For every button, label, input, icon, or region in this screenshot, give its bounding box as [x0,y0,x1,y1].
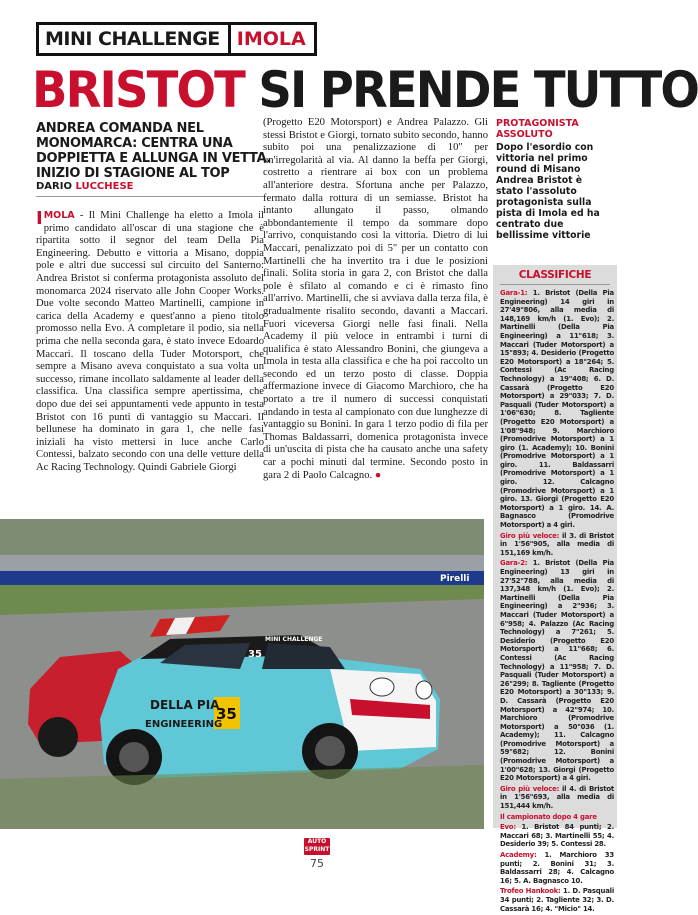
roof-number: 35 [248,649,262,660]
championship-heading: Il campionato dopo 4 gare [500,812,597,821]
headlight-left [370,678,394,696]
race-2-fastest-lap [500,785,614,811]
sponsor-line-1: DELLA PIA [150,698,220,712]
headline-rest: SI PRENDE TUTTO [243,61,698,119]
evo-text: 1. Bristot 84 punti; 2. Maccari 68; 3. Martinelli 55; 4. Desiderio 39; 5. Contessi 28. [500,823,614,849]
race-photo [0,519,484,829]
kicker: MOLA [43,210,75,221]
race-1-results [500,289,614,530]
article-column-1 [36,210,264,474]
standfirst: ANDREA COMANDA NEL MONOMARCA: CENTRA UNA DOPPIETTA E ALLUNGA IN VETTA. INIZIO DI STAGIONE AL TOP [36,121,272,181]
standings-evo [500,823,614,849]
hankook-label: Trofeo Hankook: [500,887,561,896]
circuit-label: IMOLA [236,28,306,50]
advertising-board [0,571,484,585]
race-2-label: Gara-2: [500,559,528,568]
race-1-text: 1. Bristot (Della Pia Engineering) 14 giri in 27'49"806, alla media di 148,169 km/h (1. Evo); 2. Martinelli (Della Pia Engineering) a 11"618; 3. Maccari (Tuder Motorsport) a 15"893; 4. Desiderio (Progetto E20 Motorsport) a 18"264; 5. Contessi (Ac Racing Technology) a 19"408; 6. D. Cassarà (Progetto E20 Motorsport) a 29"033; 7. D. Pasquali (Tuder Motorsport) a 1'06"630; 8. Tagliente (Progetto E20 Motorsport) a 1'08"948; 9. Marchioro (Promodrive Motorsport) a 1 giro (1. Academy); 10. Bonini (Promodrive Motorsport) a 1 giro. 11. Baldassarri (Promodrive Motorsport) a 1 giro. 12. Calcagno (Promodrive Motorsport) a 1 giro. 13. Giorgi (Progetto E20 Motorsport) a 1 giro. 14. A. Bagnasco (Promodrive Motorsport) a 4 giri. [500,289,614,530]
byline-divider [36,196,266,197]
race-2-fastest-text: il 4. di Bristot in 1'56"693, alla media di 151,444 km/h. [500,784,614,811]
logo-bottom: SPRINT [304,846,330,853]
windscreen-banner: MINI CHALLENGE [265,636,323,643]
board-text: Pirelli [440,574,470,584]
caption-title: PROTAGONISTA ASSOLUTO [496,118,579,140]
results-title: CLASSIFICHE [518,269,592,281]
results-divider [500,284,610,285]
page-number: 75 [310,857,324,870]
author-first: DARIO [36,181,72,192]
standings-hankook [500,887,614,913]
caption-body: Dopo l'esordio con vittoria nel primo round di Misano Andrea Bristot è stato l'assoluto protagonista sulla pista di Imola ed ha centrato due bellissime vittorie [496,142,600,241]
race-1-fastest-lap [500,532,614,558]
logo-top: AUTO [307,838,327,845]
results-text [500,289,614,915]
column-2-text: (Progetto E20 Motorsport) e Andrea Palazzo. Gli stessi Bristot e Giorgi, tornato subito secondo, hanno subito poi una penalizzazione di 10" per un'irregolarità al via. Al danno la beffa per Giorgi, costretto a rientrare ai box con un problema all'anteriore destra. Sfortuna anche per Palazzo, fermato dalla rottura di un semiasse. Bristot ha intanto allungato il passo, olmando abbondantemente il tempo da sommare dopo l'arrivo, conquistando così la vittoria. Dietro di lui Maccari, penalizzato poi di 5" per un contatto con Martinelli che ha invertito tra i due le posizioni finali. Solita storia in gara 2, con Bristot che dalla pole è sfilato al comando e ci è rimasto fino all'arrivo. Martinelli, che si avviava dalla terza fila, è gradualmente risalito secondo, davanti a Maccari. Fuori viceversa Giorgi nelle fasi finali. Nella Academy il più veloce in entrambi i turni di qualifica è stato Alessandro Bonini, che giungeva a Imola in testa alla classifica e che ha poi raccolto un secondo ed un terzo posto di classe. Doppia affermazione invece di Giacomo Marchiorо, che ha portato a tre il numero di successi conquistati andando in testa al campionato con due lunghezze di vantaggio su Bonini. In gara 1 terzo podio di fila per Thomas Baldassarri, domenica protagonista invece di un'uscita di pista che ha causato anche una safety car a pochi minuti dal termine. Secondo posto in gara 2 di Paolo Calcagno. [263,117,488,481]
academy-text: 1. Marchioro 33 punti; 2. Bonini 31; 3. Baldassarri 28; 4. Calcagno 16; 5. A. Bagnasco 10. [500,851,614,885]
headlight-right [416,681,432,699]
author-last: LUCCHESE [75,181,134,192]
hankook-text: 1. D. Pasquali 34 punti; 2. Tagliente 32; 3. D. Cassarà 16; 4. "Micio" 14. [500,887,614,913]
race-2-fastest-label: Giro più veloce: [500,784,560,793]
column-1-text: - Il Mini Challenge ha eletto a Imola il primo candidato all'oscar di una stagione che è ripartita sotto il segnor del team Della Pia Engineering. Debutto e vittoria a Misano, doppia pole e altri due successi sul circuito del Santerno: Andrea Bristot si conferma protagonista assoluto del monomarca 2024 riservato alle John Cooper Works. Due volte secondo Matteo Martinelli, campione in carica della Academy e quest'anno a pieno titolo promosso nella Evo. A completare il podio, sia nella prima che nella seconda gara, è stato invece Edoardo Maccari. Il toscano della Tuder Motorsport, che sempre a Misano aveva conquistato a sua volta un successo, rimane incollato saldamente al leader della classifica. Una classifica sempre apertissima, che dopo due dei sei appuntamenti vede appunto in testa Bristot con 16 punti di vantaggio su Maccari. Il bellunese ha dominato in gara 1, che nelle fasi iniziali ha visto mettersi in luce anche Carlo Contessi, balzato secondo con una delle vetture della Ac Racing Technology. Quindi Gabriele Giorgi [36,210,264,473]
race-photo-illustration [0,519,484,829]
end-mark-icon: ● [374,469,382,481]
byline [36,181,134,192]
rear-wheel-rim [119,742,149,772]
headline [32,62,698,118]
race-1-fastest-text: il 3. di Bristot in 1'56"905, alla media di 151,169 km/h. [500,531,614,557]
race-2-text: 1. Bristot (Della Pia Engineering) 13 giri in 27'52"788, alla media di 137,348 km/h (1. Evo); 2. Martinelli (Della Pia Engineering) a 2"936; 3. Maccari (Tuder Motorsport) a 6"958; 4. Palazzo (Ac Racing Technology) a 7"261; 5. Desiderio (Progetto E20 Motorsport) a 11"668; 6. Contessi (Ac Racing Technology) a 11"958; 7. D. Pasquali (Tuder Motorsport) a 26"299; 8. Tagliente (Progetto E20 Motorsport) a 30"133; 9. D. Cassarà (Progetto E20 Motorsport) a 42"974; 10. Marchioro (Promodrive Motorsport) a 50"036 (1. Academy); 11. Calcagno (Promodrive Motorsport) a 59"682; 12. Bonini (Promodrive Motorsport) a 1'00"628; 13. Giorgi (Progetto E20 Motorsport) a 4 giri. [500,559,614,783]
evo-label: Evo: [500,823,516,832]
series-label: MINI CHALLENGE [45,28,220,50]
standings-academy [500,851,614,885]
front-wheel-rim [315,736,345,766]
car-number: 35 [216,705,237,723]
race-2-results [500,559,614,782]
academy-label: Academy: [500,851,537,859]
race-1-fastest-label: Giro più veloce: [500,531,560,540]
race-1-label: Gara-1: [500,289,528,297]
sponsor-line-2: ENGINEERING [145,719,223,730]
section-tag [36,22,317,56]
publication-logo [304,838,330,855]
headline-name: BRISTOT [32,61,244,119]
article-column-2 [263,117,488,482]
rear-car-wheel [38,717,78,757]
dropcap: I [36,208,43,229]
